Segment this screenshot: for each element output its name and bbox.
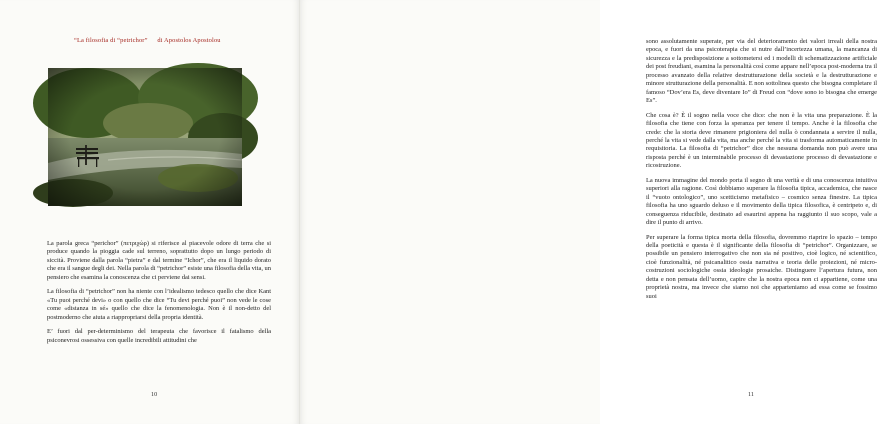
running-head (74, 37, 221, 44)
park-bench-illustration (48, 68, 242, 206)
left-page-body (47, 240, 271, 345)
right-page-body (646, 38, 877, 301)
running-head-author: di Apostolos Apostolou (157, 37, 221, 44)
page-number-right: 11 (748, 391, 754, 398)
paragraph: sono assolutamente superate, per via del deterioramento dei valori irreali della nostra epoca, e fuori da una psicoterapia che si nutre dall’incertezza umana, la mancanza di sicurezza e la predisposizione a sottometersi ed i modelli di schematizzazione artificiale dei post freudiani, esamina la personalità così come appare nell’epoca post-moderna tra il processo avanzato della relative destrutturazione della società e la destrutturazione e minore strutturazione della personalità. E non sottolinea questo che bisogna completare il famoso “Dov’era Es, deve diventare Io” di Freud con “dove sono io bisogna che emerge Es”. (646, 38, 877, 105)
paragraph: La filosofia di “petrichor” non ha niente con l’idealismo tedesco quello che dice Kant «Tu puoi perché devi» o con quello che dice “Tu devi perché puoi” non vede le cose come «distanza in sé» quello che dice la fenomenologia. Non è il non-detto del postmoderno che aiuta a riappropriarsi della propria identità. (47, 288, 271, 321)
left-page (0, 0, 300, 424)
paragraph: La parola greca “perichor” (πετριχώρ) si riferisce al piacevole odore di terra che si produce quando la pioggia cade sul terreno, soprattutto dopo un lungo periodo di siccità. Proviene dalla parola “pietra” e dal termine “Ichor”, che era il liquido dorato che era il sangue degli dei. Nella parola di “petrichor” esiste una filosofia della vita, un pensiero che esamina la conoscenza che ci perviene dai sensi. (47, 240, 271, 281)
paragraph: E’ fuori dal per-determinismo del terapeuta che favorisce il fatalismo della psiconevrosi ossessiva con quelle incredibili attitudini che (47, 328, 271, 344)
running-head-title: “La filosofia di “petrichor” (74, 37, 150, 44)
right-page (300, 0, 877, 424)
paragraph: Che cosa è? È il sogno nella voce che dice: che non è la vita una preparazione. È la filosofia che tiene con forza la speranza per tenere il tempo. Anche è la filosofia che crede: che la storia deve rimanere prigioniera del nulla ò condannata a servire il nulla, perché la vita si vede dalla vita, ma anche perché la vita si trasforma automaticamente in requisitoria. La filosofia di “petrichor” dice che nessuna domanda non può avere una risposta perché è un interminabile processo di devastazione processo di devastazione e ricostruzione. (646, 111, 877, 170)
park-bench-photo (48, 68, 242, 206)
paragraph: Per superare la forma tipica morta della filosofia, dovremmo riaprire lo spazio – tempo della poeticità e questa è il significante della filosofia di “petrichor”. Organizzare, se possibile un pensiero interrogativo che non sia né positivo, cioè logico, né scientifico, cioè funzionalità, né psicanalitico ossia narrativa e teoria delle proiezioni, né micro-costruzioni sociologiche ossia ideologie prosaiche. Distinguere l’apertura futura, non detta e non pensata dell’uomo, capire che la nostra epoca non ci appartiene, come una proprietà nostra, ma invece che siamo noi che apparteniamo ad essa come se fossimo suoi (646, 233, 877, 300)
paragraph: La nuova immagine del mondo porta il segno di una verità e di una conoscenza intuitiva superiori alla ragione. Così dobbiamo superare la filosofia tipica, accademica, che nasce il “vuoto ontologico”, uno scetticismo metafisico – cosmico senza finestre. La tipica filosofia ha uno sguardo deluso e il movimento della tipica filosofica, è centripeto e, di conseguenza riducibile, destinato ad esaurirsi appena ha raggiunto il suo scopo, vale a dire il punto di arrivo. (646, 176, 877, 227)
page-number-left: 10 (151, 391, 158, 398)
